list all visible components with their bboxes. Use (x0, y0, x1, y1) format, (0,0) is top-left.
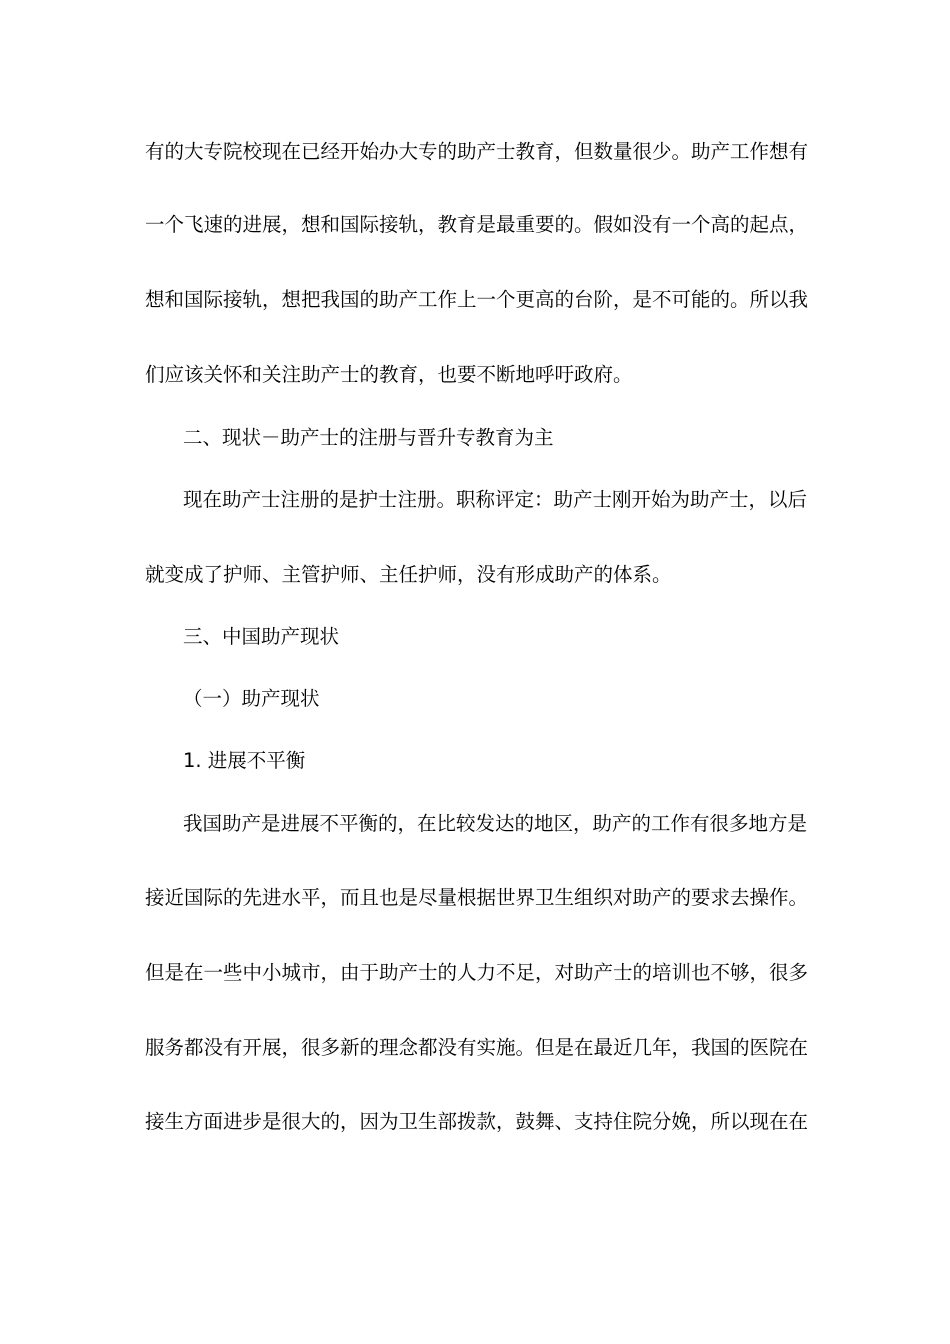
paragraph-line: 们应该关怀和关注助产士的教育，也要不断地呼吁政府。 (145, 363, 633, 386)
paragraph-line: 就变成了护师、主管护师、主任护师，没有形成助产的体系。 (145, 563, 672, 586)
section-heading: 三、中国助产现状 (183, 625, 340, 648)
section-heading: 二、现状－助产士的注册与晋升专教育为主 (183, 426, 554, 449)
paragraph-line: 但是在一些中小城市，由于助产士的人力不足，对助产士的培训也不够，很多 (145, 961, 809, 984)
paragraph-line: 接生方面进步是很大的，因为卫生部拨款，鼓舞、支持住院分娩，所以现在在 (145, 1110, 809, 1133)
paragraph-line: 一个飞速的进展，想和国际接轨，教育是最重要的。假如没有一个高的起点， (145, 213, 809, 236)
paragraph-line: 服务都没有开展，很多新的理念都没有实施。但是在最近几年，我国的医院在 (145, 1036, 809, 1059)
item-heading: 1. 进展不平衡 (183, 749, 306, 772)
subsection-heading: （一）助产现状 (183, 687, 320, 710)
paragraph-line: 接近国际的先进水平，而且也是尽量根据世界卫生组织对助产的要求去操作。 (145, 886, 809, 909)
paragraph-line: 我国助产是进展不平衡的，在比较发达的地区，助产的工作有很多地方是 (183, 812, 808, 835)
paragraph-line: 有的大专院校现在已经开始办大专的助产士教育，但数量很少。助产工作想有 (145, 140, 809, 163)
paragraph-line: 现在助产士注册的是护士注册。职称评定：助产士刚开始为助产士，以后 (183, 488, 808, 511)
paragraph-line: 想和国际接轨，想把我国的助产工作上一个更高的台阶，是不可能的。所以我 (145, 288, 809, 311)
